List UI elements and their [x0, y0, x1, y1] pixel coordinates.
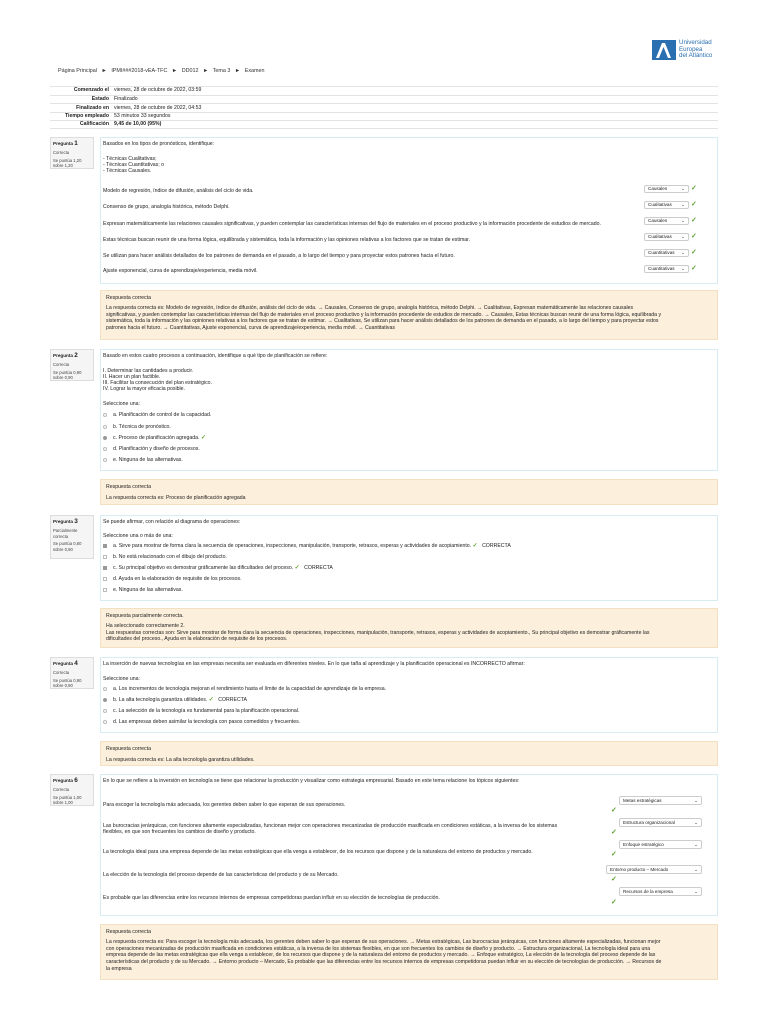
- match-select[interactable]: Metas estratégicas ⌄: [619, 796, 702, 805]
- feedback-title: Respuesta correcta: [106, 295, 151, 301]
- match-item-text: La tecnología ideal para una empresa depende de las metas estratégicas que ella venga a establecer, de los recursos que dispone y de la naturaleza del entorno de productos y mercado.: [103, 849, 533, 855]
- question-info: [50, 657, 94, 689]
- radio-button-selected[interactable]: [103, 436, 107, 440]
- question-score: Se puntúa 0,90 sobre 0,90: [53, 677, 82, 689]
- radio-button-selected[interactable]: [103, 698, 107, 702]
- match-item-text: Estas técnicas buscan reunir de una forma lógica, equilibrada y sistemática, toda la información y las opiniones relativas a los factores que se tratan de estimar.: [103, 237, 471, 243]
- question-number: 4: [74, 660, 78, 667]
- check-icon: ✓: [611, 829, 617, 836]
- summary-value: viernes, 28 de octubre de 2022, 04:53: [114, 104, 202, 111]
- match-select[interactable]: Cuantitativas ⌄: [644, 265, 689, 273]
- option-label: c. La selección de la tecnología es fundamental para la planificación operacional.: [113, 708, 300, 714]
- option-label: b. La alta tecnología garantiza utilidades.: [113, 697, 208, 703]
- summary-row: [50, 112, 718, 121]
- answer-option[interactable]: [103, 697, 247, 705]
- feedback-text: patrones hacia el futuro. → Cuantitativas, Ajuste exponencial, curva de aprendizaje/experiencia, media móvil. → Cuantitativas: [106, 325, 395, 331]
- answer-option[interactable]: [103, 457, 183, 464]
- question-info: [50, 349, 94, 381]
- feedback-text: La respuesta correcta es: Proceso de planificación agregada: [106, 494, 246, 501]
- question-6: [50, 774, 718, 916]
- question-info: [50, 515, 94, 559]
- check-icon: ✓: [611, 807, 617, 814]
- breadcrumb-home[interactable]: Página Principal: [58, 68, 97, 74]
- chevron-down-icon: ⌄: [694, 819, 698, 825]
- question-number: 6: [74, 777, 78, 784]
- check-icon: ✓: [208, 697, 214, 703]
- feedback-text: La respuesta correcta es: Modelo de regresión, índice de difusión, análisis del ciclo de vida. → Causales, Consenso de grupo, analogía histórica, método Delphi. → Cualitativas, Expresan matemáticamente las relaciones causales: [106, 304, 634, 311]
- feedback-text: con operaciones mecanizadas de producción masificada en condiciones estáticas, a la inversa de los sistemas flexibles, en que son frecuentes los cambios de diseño y producto. → Estructura organizacional, La tecnología ideal para una: [106, 945, 651, 952]
- summary-key: Tiempo empleado: [64, 113, 109, 120]
- check-icon: ✓: [691, 233, 697, 240]
- check-icon: ✓: [200, 435, 206, 441]
- question-3: [50, 515, 718, 601]
- checkbox-checked[interactable]: [103, 566, 107, 570]
- feedback-title: Respuesta parcialmente correcta.: [106, 613, 184, 619]
- question-info: [50, 774, 94, 806]
- question-label: Pregunta: [53, 778, 73, 783]
- question-label: Pregunta: [53, 661, 73, 666]
- question-score: Se puntúa 0,90 sobre 0,90: [53, 369, 82, 381]
- question-label: Pregunta: [53, 353, 73, 358]
- answer-option[interactable]: [103, 708, 299, 715]
- match-item-text: La elección de la tecnología del proceso depende de las características del producto y de su Mercado.: [103, 872, 339, 878]
- feedback-text: sistemática, toda la información y las opiniones relativas a los factores que se tratan de estimar. → Cualitativas, Se utilizan para hacer análisis detallados de los patrones de demanda en el pasado, a lo largo del tiempo y para proyectar estos: [106, 318, 659, 325]
- question-score: Se puntúa 1,00 sobre 1,00: [53, 794, 82, 806]
- logo-line: del Atlántico: [679, 52, 713, 60]
- match-item-text: flexibles, en que son frecuentes los cambios de diseño y producto.: [103, 829, 256, 835]
- breadcrumb-module[interactable]: DD012: [181, 68, 199, 74]
- feedback-text: La respuesta correcta es: Para escoger la tecnología más adecuada, los gerentes deben saber lo que esperan de sus operaciones. → Metas estratégicas, Las burocracias jerárquicas, con funciones altamente especializadas, funcionan mejor: [106, 938, 661, 945]
- answer-option[interactable]: [103, 719, 300, 726]
- feedback-title: Respuesta correcta: [106, 484, 151, 490]
- chevron-down-icon: ⌄: [694, 888, 698, 894]
- question-4: [50, 657, 718, 733]
- option-label: c. Proceso de planificación agregada.: [113, 435, 200, 441]
- option-label: e. Ninguna de las alternativas.: [113, 457, 183, 463]
- logo-line: Europea: [679, 45, 703, 53]
- feedback-title: Respuesta correcta: [106, 746, 151, 752]
- feedback-box: [100, 741, 718, 766]
- question-score: Se puntúa 1,20 sobre 1,20: [53, 157, 82, 169]
- summary-row: [50, 86, 718, 95]
- summary-row: [50, 95, 718, 104]
- attempt-summary: [50, 86, 718, 129]
- chevron-down-icon: ⌄: [681, 186, 685, 192]
- match-item-text: Expresan matemáticamente las relaciones causales significativas, y pueden contemplar las características internas del flujo de materiales en el proceso productivo y la información procedente de estudios de mercado.: [103, 221, 601, 227]
- check-icon: ✓: [691, 265, 697, 272]
- match-item-text: Para escoger la tecnología más adecuada, los gerentes deben saber lo que esperan de sus operaciones.: [103, 802, 346, 808]
- radio-button[interactable]: [103, 687, 107, 691]
- question-text: - Técnicas Cualitativas;: [103, 156, 157, 162]
- question-text: Basado en estos cuatro procesos a continuación, identifique a qué tipo de planificación se refiere:: [103, 353, 328, 359]
- check-icon: ✓: [294, 565, 300, 571]
- summary-key: Comenzado el: [73, 87, 109, 94]
- chevron-down-icon: ⌄: [681, 202, 685, 208]
- answer-option[interactable]: [103, 543, 511, 551]
- match-select[interactable]: Cuantitativas ⌄: [644, 249, 689, 257]
- feedback-text: características del producto y de su Mercado. → Entorno producto – Mercado, Es probable que las diferencias entre los recursos internos de empresas competidoras puedan influir en su elección de tecnologías de producción. → Recursos de: [106, 959, 662, 965]
- check-icon: ✓: [691, 249, 697, 256]
- checkbox[interactable]: [103, 555, 107, 559]
- feedback-text: dificultades del proceso., Ayuda en la elaboración de requisite de los procesos.: [106, 636, 288, 643]
- match-select[interactable]: Recursos de la empresa ⌄: [619, 887, 702, 896]
- check-icon: ✓: [472, 543, 478, 549]
- checkbox-checked[interactable]: [103, 544, 107, 548]
- radio-button[interactable]: [103, 447, 107, 451]
- summary-value: 53 minutos 33 segundos: [114, 113, 171, 120]
- logo-mark-icon: [652, 40, 676, 60]
- summary-grade: 9,45 de 10,00 (95%): [114, 121, 162, 128]
- match-item-text: Es probable que las diferencias entre los recursos internos de empresas competidoras puedan influir en su elección de tecnologías de producción.: [103, 895, 440, 901]
- match-select[interactable]: Estructura organizacional ⌄: [619, 818, 702, 827]
- summary-row: [50, 103, 718, 112]
- question-text: - Técnicas Causales.: [103, 168, 152, 174]
- breadcrumb-sep: ►: [171, 68, 178, 74]
- question-text: II. Hacer un plan factible.: [103, 374, 161, 380]
- feedback-text: la empresa: [106, 965, 132, 972]
- feedback-box: [100, 479, 718, 505]
- match-select[interactable]: Cualitativas ⌄: [644, 201, 689, 209]
- question-state: Correcta: [53, 787, 70, 793]
- check-icon: ✓: [611, 899, 617, 906]
- chevron-down-icon: ⌄: [681, 250, 685, 256]
- check-icon: ✓: [611, 876, 617, 883]
- match-select[interactable]: Cualitativas ⌄: [644, 233, 689, 241]
- match-select[interactable]: Entorno producto – Mercado ⌄: [606, 865, 702, 874]
- breadcrumb-exam[interactable]: Examen: [244, 68, 265, 74]
- question-number: 1: [74, 140, 78, 147]
- answer-option[interactable]: [103, 565, 333, 573]
- logo-text: [679, 40, 712, 60]
- correct-label: CORRECTA: [218, 697, 247, 703]
- select-prompt: Seleccione una o más de una:: [103, 533, 173, 539]
- question-1: [50, 137, 718, 284]
- question-number: 2: [74, 352, 78, 359]
- answer-option[interactable]: [103, 554, 227, 561]
- feedback-text: Las respuestas correctas son: Sirve para mostrar de forma clara la secuencia de operaciones, inspecciones, manipulación, transporte, retrasos, esperas y actividades de acopiamiento., Su principal objetivo es demostrar gráficamente las: [106, 629, 650, 636]
- option-label: b. Técnica de pronóstico.: [113, 424, 171, 430]
- question-state: Correcta: [53, 362, 70, 368]
- question-score: Se puntúa 0,60 sobre 0,90: [53, 541, 82, 552]
- match-select[interactable]: Causales ⌄: [644, 217, 689, 225]
- breadcrumb-topic[interactable]: Tema 3: [212, 68, 231, 74]
- select-prompt: Seleccione una:: [103, 676, 140, 682]
- correct-label: CORRECTA: [304, 565, 333, 571]
- option-label: c. Su principal objetivo es demostrar gráficamente las dificultades del proceso.: [113, 565, 294, 571]
- question-state: Correcta: [53, 670, 70, 676]
- radio-button[interactable]: [103, 413, 107, 417]
- question-text: IV. Lograr la mayor eficacia posible.: [103, 386, 185, 392]
- match-item-text: Se utilizan para hacer análisis detallados de los patrones de demanda en el pasado, a lo largo del tiempo y para proyectar estos patrones hacia el futuro.: [103, 253, 455, 259]
- feedback-text: La respuesta correcta es: La alta tecnología garantiza utilidades.: [106, 756, 255, 763]
- checkbox[interactable]: [103, 588, 107, 592]
- question-info: [50, 137, 94, 169]
- check-icon: ✓: [691, 185, 697, 192]
- chevron-down-icon: ⌄: [681, 218, 685, 224]
- breadcrumb: [58, 68, 268, 75]
- summary-key: Finalizado en: [76, 104, 109, 111]
- question-text: I. Determinar las cantidades a producir.: [103, 368, 194, 374]
- question-text: La inserción de nuevas tecnologías en las empresas necesita ser evaluada en diferentes niveles. En lo que taña al aprendizaje y la planificación operacional es INCORRECTO afirmar:: [103, 661, 525, 667]
- check-icon: ✓: [611, 851, 617, 858]
- feedback-text: significativas, y pueden contemplar las características internas del flujo de materiales en el proceso productivo y la información procedente de estudios de mercado. → Causales, Estas técnicas buscan reunir de una forma lógica, equilibrada y: [106, 311, 662, 318]
- option-label: a. Sirve para mostrar de forma clara la secuencia de operaciones, inspecciones, manipulación, transporte, retrasos, esperas y actividades de acopiamiento.: [113, 543, 472, 549]
- feedback-text: empresa depende de las metas estratégicas que ella venga a establecer, de los recursos que dispone y de la naturaleza del entorno de productos y mercado. → Enfoque estratégico, La elección de la tecnología del proceso depende de las: [106, 952, 656, 959]
- check-icon: ✓: [691, 201, 697, 208]
- logo-line: Universidad: [679, 39, 712, 47]
- radio-button[interactable]: [103, 425, 107, 429]
- chevron-down-icon: ⌄: [694, 797, 698, 803]
- chevron-down-icon: ⌄: [681, 266, 685, 272]
- question-text: En lo que se refiere a la inversión en tecnología se tiene que relacionar la producción y visualizar como estrategia empresarial. Basado en este tema relacione los tópicos siguientes:: [103, 778, 520, 784]
- answer-option[interactable]: [103, 424, 171, 431]
- question-text: Basados en los tipos de pronósticos, identifique:: [103, 141, 215, 147]
- match-item-text: Ajuste exponencial, curva de aprendizaje/experiencia, media móvil.: [103, 268, 258, 274]
- breadcrumb-sep: ►: [202, 68, 209, 74]
- summary-value: viernes, 28 de octubre de 2022, 03:59: [114, 87, 202, 94]
- feedback-box: [100, 924, 718, 980]
- feedback-box: [100, 290, 718, 340]
- question-text: Se puede afirmar, con relación al diagrama de operaciones:: [103, 519, 241, 525]
- feedback-title: Respuesta correcta: [106, 929, 151, 935]
- option-label: b. No está relacionado con el dibujo del producto.: [113, 554, 227, 560]
- university-logo[interactable]: [652, 40, 712, 60]
- checkbox[interactable]: [103, 577, 107, 581]
- option-label: d. Las empresas deben asimilar la tecnología con pasos comedidos y frecuentes.: [113, 719, 301, 725]
- answer-option[interactable]: [103, 412, 211, 419]
- radio-button[interactable]: [103, 720, 107, 724]
- answer-option[interactable]: [103, 435, 206, 443]
- question-text: - Técnicas Cuantitativas; o: [103, 162, 165, 168]
- match-item-text: Consenso de grupo, analogía histórica, método Delphi.: [103, 204, 230, 210]
- select-prompt: Seleccione una:: [103, 401, 140, 407]
- option-label: d. Ayuda en la elaboración de requisite de los procesos.: [113, 576, 242, 582]
- chevron-down-icon: ⌄: [694, 841, 698, 847]
- answer-option[interactable]: [103, 446, 200, 453]
- answer-option[interactable]: [103, 576, 242, 583]
- match-select[interactable]: Enfoque estratégico ⌄: [619, 840, 702, 849]
- match-item-text: Modelo de regresión, índice de difusión, análisis del ciclo de vida.: [103, 188, 254, 194]
- question-state: Correcta: [53, 150, 70, 156]
- chevron-down-icon: ⌄: [694, 866, 698, 872]
- answer-option[interactable]: [103, 587, 183, 594]
- summary-row: [50, 120, 718, 129]
- question-2: [50, 349, 718, 471]
- option-label: d. Planificación y diseño de procesos.: [113, 446, 200, 452]
- option-label: a. Los incrementos de tecnología mejoran el rendimiento hasta el límite de la capacidad de aprendizaje de la empresa.: [113, 686, 387, 692]
- answer-option[interactable]: [103, 686, 386, 693]
- chevron-down-icon: ⌄: [681, 234, 685, 240]
- summary-value: Finalizado: [114, 96, 138, 103]
- match-item-text: Las burocracias jerárquicas, con funciones altamente especializadas, funcionan mejor con operaciones mecanizadas de producción masificada en condiciones estáticas, a la inversa de los sistemas: [103, 823, 558, 829]
- option-label: a. Planificación de control de la capacidad.: [113, 412, 212, 418]
- radio-button[interactable]: [103, 458, 107, 462]
- question-number: 3: [74, 518, 78, 525]
- question-label: Pregunta: [53, 141, 73, 146]
- feedback-text: Ha seleccionado correctamente 2.: [106, 622, 185, 629]
- breadcrumb-sep: ►: [234, 68, 241, 74]
- summary-key: Estado: [91, 96, 109, 103]
- match-select[interactable]: Causales ⌄: [644, 185, 689, 193]
- feedback-box: [100, 608, 718, 648]
- breadcrumb-sep: ►: [101, 68, 107, 74]
- question-state: Parcialmente correcta: [53, 528, 78, 539]
- question-label: Pregunta: [53, 519, 73, 524]
- check-icon: ✓: [691, 217, 697, 224]
- radio-button[interactable]: [103, 709, 107, 713]
- question-text: III. Facilitar la consecución del plan estratégico.: [103, 380, 212, 386]
- correct-label: CORRECTA: [482, 543, 511, 549]
- option-label: e. Ninguna de las alternativas.: [113, 587, 183, 593]
- breadcrumb-course[interactable]: IPMI###2018-vEA-TFC: [111, 68, 168, 74]
- summary-key: Calificación: [79, 121, 109, 128]
